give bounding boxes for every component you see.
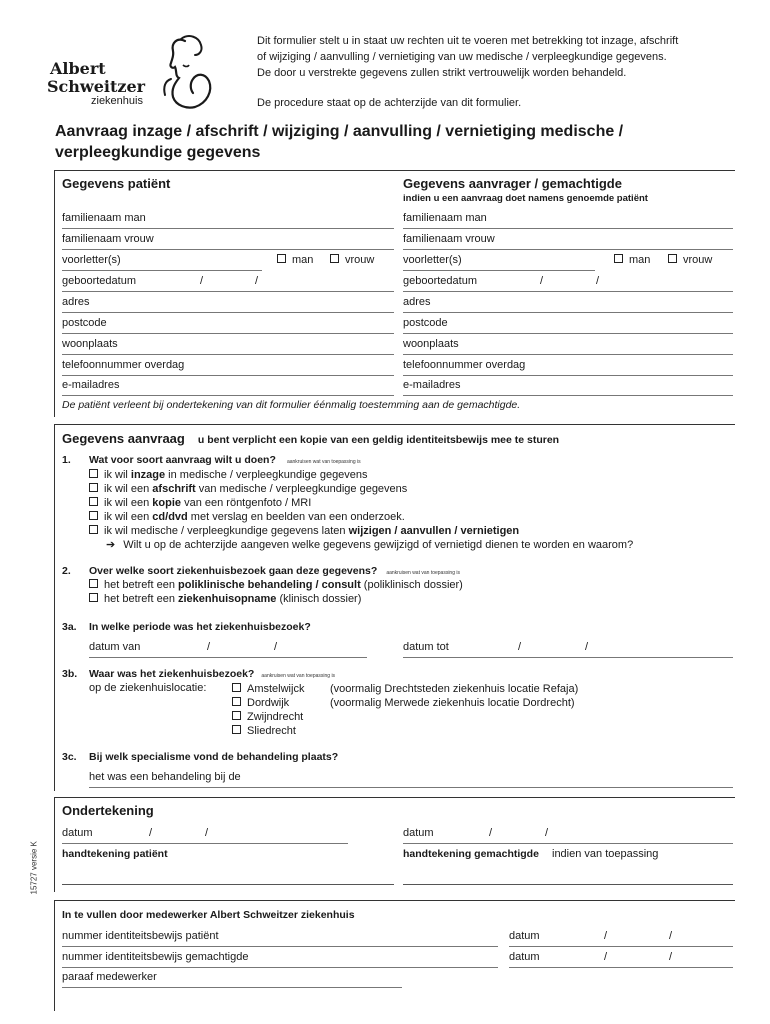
- date-separator: /: [274, 641, 278, 653]
- requester-field-postcode[interactable]: [403, 313, 733, 334]
- date-separator: /: [518, 641, 522, 653]
- location-note: (voormalig Drechtsteden ziekenhuis locatie Refaja): [330, 683, 579, 695]
- q1-number: 1.: [62, 454, 71, 466]
- date-separator: /: [149, 827, 153, 839]
- option-text: van medische / verpleegkundige gegevens: [195, 483, 408, 495]
- date-separator: /: [489, 827, 493, 839]
- q3a-text: In welke periode was het ziekenhuisbezoek?: [89, 621, 311, 633]
- field-label: geboortedatum: [62, 275, 136, 287]
- title-line-2: verpleegkundige gegevens: [55, 144, 261, 161]
- option-text: het betreft een: [104, 579, 178, 591]
- field-label: woonplaats: [403, 338, 459, 350]
- proxy-signature-label: handtekening gemachtigde: [403, 848, 539, 860]
- field-label: het was een behandeling bij de: [89, 771, 241, 783]
- location-amstelwijck[interactable]: [232, 682, 304, 696]
- field-label: adres: [403, 296, 431, 308]
- request-heading-note: u bent verplicht een kopie van een geldig identiteitsbewijs mee te sturen: [197, 434, 560, 446]
- option-bold: wijzigen / aanvullen / vernietigen: [348, 525, 520, 537]
- logo-line-1: Albert: [50, 59, 106, 78]
- option-text: ik wil een: [104, 497, 153, 509]
- proxy-signature-note: indien van toepassing: [552, 848, 659, 860]
- consent-note: De patiënt verleent bij ondertekening van dit formulier éénmalig toestemming aan de gemachtigde.: [62, 399, 521, 411]
- q3b-text: Waar was het ziekenhuisbezoek?: [89, 668, 255, 680]
- option-text: in medische / verpleegkundige gegevens: [165, 469, 368, 481]
- date-separator: /: [604, 951, 608, 963]
- date-separator: /: [205, 827, 209, 839]
- field-label: nummer identiteitsbewijs patiënt: [62, 930, 219, 942]
- date-separator: /: [596, 275, 600, 287]
- requester-field-city[interactable]: [403, 334, 733, 355]
- patient-field-email[interactable]: [62, 375, 394, 396]
- location-name: Amstelwijck: [247, 683, 305, 695]
- logo-figure-icon: [155, 31, 217, 113]
- date-separator: /: [200, 275, 204, 287]
- page-title: [55, 121, 623, 163]
- requester-field-lastname-man[interactable]: [403, 208, 733, 229]
- q2-text: Over welke soort ziekenhuisbezoek gaan deze gegevens?: [89, 565, 378, 577]
- request-heading-row: [62, 431, 559, 446]
- field-label: paraaf medewerker: [62, 971, 157, 983]
- patient-sign-date[interactable]: [62, 823, 348, 844]
- field-label: geboortedatum: [403, 275, 477, 287]
- location-note: (voormalig Merwede ziekenhuis locatie Dordrecht): [330, 697, 575, 709]
- checkbox-icon: [330, 254, 339, 263]
- option-text: ik wil een: [104, 483, 153, 495]
- requester-field-lastname-woman[interactable]: [403, 229, 733, 250]
- checkbox-icon: [89, 483, 98, 492]
- patient-woman-checkbox[interactable]: [330, 254, 374, 266]
- proxy-signature-line[interactable]: [403, 884, 733, 885]
- option-text: van een röntgenfoto / MRI: [181, 497, 312, 509]
- location-name: Sliedrecht: [247, 725, 296, 737]
- checkbox-icon: [232, 683, 241, 692]
- date-separator: /: [669, 930, 673, 942]
- q3b-location-notes: [330, 682, 578, 710]
- patient-field-phone[interactable]: [62, 355, 394, 376]
- date-separator: /: [255, 275, 259, 287]
- staff-field-proxy-id[interactable]: [62, 947, 498, 968]
- field-label: adres: [62, 296, 90, 308]
- field-label: postcode: [403, 317, 448, 329]
- field-label: familienaam vrouw: [403, 233, 495, 245]
- q2-question: [89, 565, 460, 577]
- q3b-locations: [232, 682, 304, 738]
- q1-option-wijzigen[interactable]: [89, 524, 633, 538]
- field-label: datum: [509, 951, 540, 963]
- arrow-note-text: Wilt u op de achterzijde aangeven welke gegevens gewijzigd of vernietigd dienen te worden en waarom?: [123, 539, 634, 551]
- patient-field-birthdate[interactable]: [62, 271, 394, 292]
- option-text: (poliklinisch dossier): [360, 579, 463, 591]
- field-label: voorletter(s): [403, 254, 462, 266]
- patient-field-lastname-woman[interactable]: [62, 229, 394, 250]
- signing-section: [54, 797, 735, 892]
- field-label: familienaam man: [62, 212, 146, 224]
- checkbox-icon: [277, 254, 286, 263]
- checkbox-icon: [668, 254, 677, 263]
- signing-heading: Ondertekening: [62, 803, 154, 818]
- intro-line-4: De procedure staat op de achterzijde van dit formulier.: [257, 97, 522, 109]
- requester-field-initials[interactable]: [403, 250, 595, 271]
- option-bold: ziekenhuisopname: [178, 593, 277, 605]
- title-line-1: Aanvraag inzage / afschrift / wijziging / aanvulling / vernietiging medische /: [55, 123, 624, 140]
- q1-arrow-note: [106, 538, 633, 552]
- proxy-signature-label-row: [403, 848, 658, 860]
- q1-option-cddvd[interactable]: [89, 510, 633, 524]
- staff-date-2[interactable]: [509, 947, 733, 968]
- patient-field-city[interactable]: [62, 334, 394, 355]
- q1-question: [89, 454, 361, 466]
- patient-field-lastname-man[interactable]: [62, 208, 394, 229]
- requester-field-phone[interactable]: [403, 355, 733, 376]
- date-separator: /: [604, 930, 608, 942]
- q3b-question: [89, 668, 335, 680]
- proxy-sign-date[interactable]: [403, 823, 733, 844]
- field-label: nummer identiteitsbewijs gemachtigde: [62, 951, 249, 963]
- q2-options: [89, 578, 463, 606]
- patient-man-checkbox[interactable]: [277, 254, 313, 266]
- checkbox-label: man: [629, 254, 651, 266]
- checkbox-icon: [89, 469, 98, 478]
- patient-heading: Gegevens patiënt: [62, 176, 171, 191]
- requester-subheading: indien u een aanvraag doet namens genoemde patiënt: [403, 193, 648, 204]
- option-bold: inzage: [130, 469, 166, 481]
- checkbox-icon: [89, 525, 98, 534]
- field-label: familienaam man: [403, 212, 487, 224]
- checkbox-icon: [232, 725, 241, 734]
- q3c-text: Bij welk specialisme vond de behandeling plaats?: [89, 751, 339, 763]
- requester-field-address[interactable]: [403, 292, 733, 313]
- checkbox-icon: [232, 711, 241, 720]
- intro-line-1: Dit formulier stelt u in staat uw rechten uit te voeren met betrekking tot inzage, afschrift: [257, 35, 679, 47]
- intro-text: [257, 33, 678, 111]
- date-separator: /: [540, 275, 544, 287]
- date-separator: /: [545, 827, 549, 839]
- q2-option-opname[interactable]: [89, 592, 463, 606]
- field-label: familienaam vrouw: [62, 233, 154, 245]
- checkbox-icon: [89, 497, 98, 506]
- field-label: telefoonnummer overdag: [62, 359, 185, 371]
- q1-text: Wat voor soort aanvraag wilt u doen?: [89, 454, 276, 466]
- staff-date-1[interactable]: [509, 926, 733, 947]
- field-label: postcode: [62, 317, 107, 329]
- q2-hint: aankruisen wat van toepassing is: [386, 570, 460, 576]
- checkbox-icon: [89, 593, 98, 602]
- q2-number: 2.: [62, 565, 71, 577]
- staff-field-initials[interactable]: [62, 967, 402, 988]
- patient-signature-line[interactable]: [62, 884, 394, 885]
- requester-heading: Gegevens aanvrager / gemachtigde: [403, 176, 622, 191]
- date-separator: /: [669, 951, 673, 963]
- field-label: voorletter(s): [62, 254, 121, 266]
- q3b-number: 3b.: [62, 668, 78, 680]
- q1-option-afschrift[interactable]: [89, 482, 633, 496]
- version-label: 15727 versie K: [29, 841, 39, 895]
- q3a-date-from[interactable]: [89, 637, 367, 658]
- q3a-date-to[interactable]: [403, 637, 733, 658]
- patient-field-postcode[interactable]: [62, 313, 394, 334]
- q3a-number: 3a.: [62, 621, 77, 633]
- logo-line-2: Schweitzer: [47, 77, 146, 96]
- option-bold: afschrift: [152, 483, 196, 495]
- field-label: woonplaats: [62, 338, 118, 350]
- date-separator: /: [207, 641, 211, 653]
- requester-man-checkbox[interactable]: [614, 254, 650, 266]
- option-bold: poliklinische behandeling / consult: [178, 579, 361, 591]
- q3b-hint: aankruisen wat van toepassing is: [261, 673, 336, 679]
- location-name: Dordwijk: [247, 697, 290, 709]
- field-label: datum: [62, 827, 93, 839]
- option-text: (klinisch dossier): [276, 593, 362, 605]
- staff-heading: In te vullen door medewerker Albert Schweitzer ziekenhuis: [62, 909, 355, 921]
- patient-signature-label: handtekening patiënt: [62, 848, 168, 860]
- checkbox-label: vrouw: [345, 254, 375, 266]
- checkbox-label: vrouw: [683, 254, 713, 266]
- field-label: telefoonnummer overdag: [403, 359, 526, 371]
- intro-line-2: of wijziging / aanvulling / vernietiging van uw medische / verpleegkundige gegevens.: [257, 51, 667, 63]
- request-heading: Gegevens aanvraag: [62, 431, 185, 446]
- patient-field-initials[interactable]: [62, 250, 262, 271]
- q1-option-kopie[interactable]: [89, 496, 633, 510]
- checkbox-icon: [232, 697, 241, 706]
- option-text: ik wil medische / verpleegkundige gegevens laten: [104, 525, 349, 537]
- option-bold: kopie: [152, 497, 182, 509]
- intro-line-3: De door u verstrekte gegevens zullen strikt vertrouwelijk worden behandeld.: [257, 67, 627, 79]
- q1-options: [89, 468, 633, 552]
- q3b-label: op de ziekenhuislocatie:: [89, 682, 207, 694]
- checkbox-label: man: [292, 254, 314, 266]
- requester-field-birthdate[interactable]: [403, 271, 733, 292]
- q3c-specialism-field[interactable]: [89, 767, 733, 788]
- option-text: met verslag en beelden van een onderzoek.: [187, 511, 405, 523]
- location-dordwijk[interactable]: [232, 696, 304, 710]
- option-text: ik wil: [104, 469, 131, 481]
- location-zwijndrecht[interactable]: [232, 710, 304, 724]
- field-label: datum van: [89, 641, 141, 653]
- arrow-right-icon: ➔: [106, 539, 116, 551]
- requester-woman-checkbox[interactable]: [668, 254, 712, 266]
- date-separator: /: [585, 641, 589, 653]
- q2-option-poliklinisch[interactable]: [89, 578, 463, 592]
- option-bold: cd/dvd: [152, 511, 188, 523]
- checkbox-icon: [614, 254, 623, 263]
- location-name: Zwijndrecht: [247, 711, 304, 723]
- field-label: e-mailadres: [403, 379, 461, 391]
- q3c-number: 3c.: [62, 751, 77, 763]
- patient-field-address[interactable]: [62, 292, 394, 313]
- field-label: datum tot: [403, 641, 449, 653]
- field-label: e-mailadres: [62, 379, 120, 391]
- q1-option-inzage[interactable]: [89, 468, 633, 482]
- logo-line-3: ziekenhuis: [91, 95, 143, 107]
- requester-field-email[interactable]: [403, 375, 733, 396]
- q1-hint: aankruisen wat van toepassing is: [286, 459, 361, 465]
- checkbox-icon: [89, 579, 98, 588]
- location-sliedrecht[interactable]: [232, 724, 304, 738]
- field-label: datum: [509, 930, 540, 942]
- field-label: datum: [403, 827, 434, 839]
- staff-field-patient-id[interactable]: [62, 926, 498, 947]
- checkbox-icon: [89, 511, 98, 520]
- option-text: het betreft een: [104, 593, 178, 605]
- option-text: ik wil een: [104, 511, 153, 523]
